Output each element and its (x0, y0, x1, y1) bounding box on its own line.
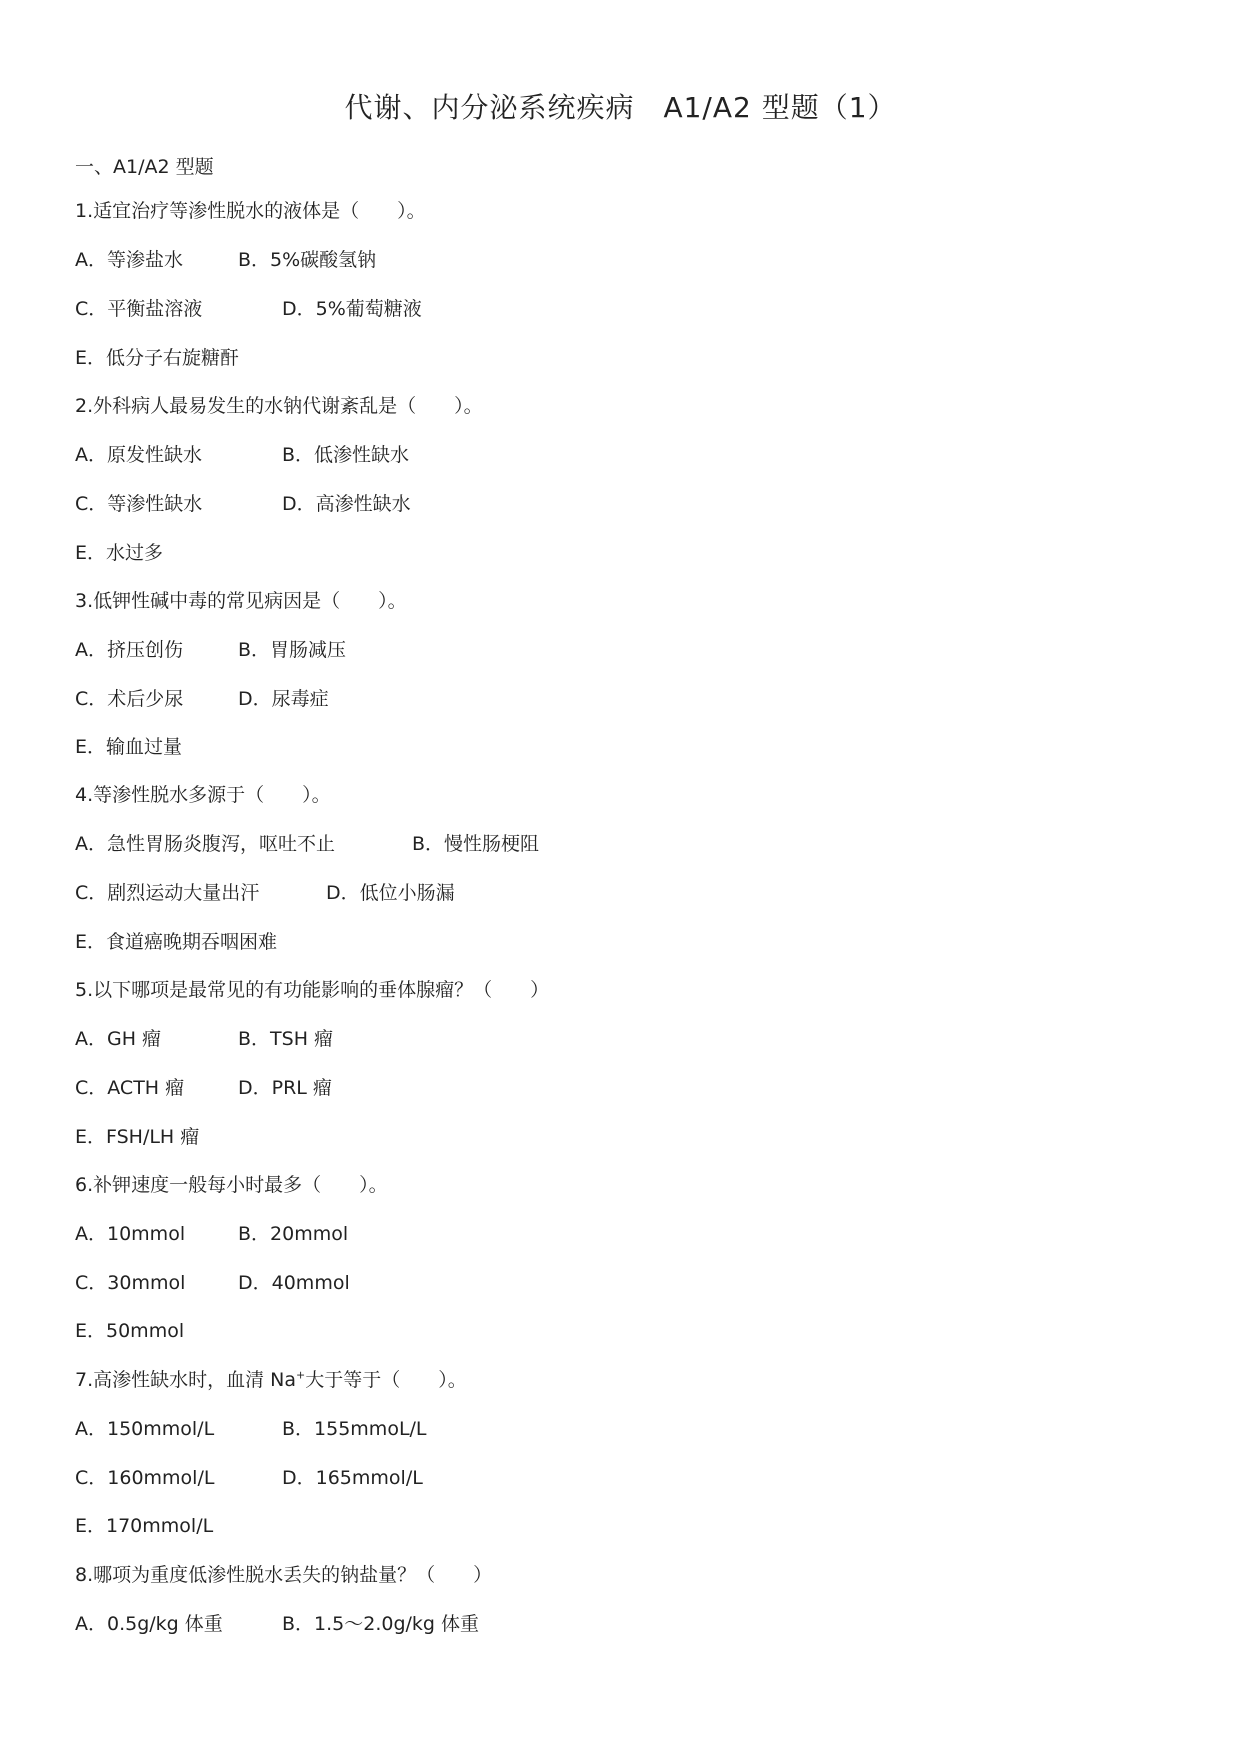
option-c: C．ACTH 瘤 (75, 1077, 185, 1099)
option-b: B．胃肠减压 (238, 639, 347, 661)
option-b: B．155mmoL/L (282, 1418, 427, 1440)
option-a: A．急性胃肠炎腹泻，呕吐不止 (75, 833, 335, 855)
option-e: E．FSH/LH 瘤 (75, 1126, 200, 1148)
option-b: B．低渗性缺水 (282, 444, 410, 466)
option-a: A．150mmol/L (75, 1418, 215, 1440)
option-a: A．GH 瘤 (75, 1028, 162, 1050)
superscript-plus: + (296, 1368, 306, 1382)
option-a: A．0.5g/kg 体重 (75, 1613, 223, 1635)
option-d: D．低位小肠漏 (326, 882, 455, 904)
option-c: C．剧烈运动大量出汗 (75, 882, 260, 904)
stem-before: 7.高渗性缺水时，血清 Na (75, 1369, 297, 1391)
option-d: D．PRL 瘤 (238, 1077, 332, 1099)
question-stem: 6.补钾速度一般每小时最多（ ）。 (75, 1174, 388, 1196)
question-stem: 3.低钾性碱中毒的常见病因是（ ）。 (75, 590, 407, 612)
option-a: A．原发性缺水 (75, 444, 202, 466)
option-d: D．高渗性缺水 (282, 493, 411, 515)
option-e: E．170mmol/L (75, 1515, 214, 1537)
option-a: A．10mmol (75, 1223, 186, 1245)
option-a: A．挤压创伤 (75, 639, 183, 661)
option-c: C．30mmol (75, 1272, 186, 1294)
question-stem: 5.以下哪项是最常见的有功能影响的垂体腺瘤？（ ） (75, 979, 550, 1001)
option-c: C．160mmol/L (75, 1467, 215, 1489)
option-d: D．165mmol/L (282, 1467, 423, 1489)
question-stem: 4.等渗性脱水多源于（ ）。 (75, 784, 331, 806)
option-d: D．5%葡萄糖液 (282, 298, 422, 320)
option-e: E．食道癌晚期吞咽困难 (75, 931, 278, 953)
option-e: E．低分子右旋糖酐 (75, 347, 240, 369)
option-b: B．5%碳酸氢钠 (238, 249, 377, 271)
option-c: C．平衡盐溶液 (75, 298, 203, 320)
option-b: B．1.5～2.0g/kg 体重 (282, 1613, 480, 1635)
option-c: C．术后少尿 (75, 688, 184, 710)
option-c: C．等渗性缺水 (75, 493, 203, 515)
option-e: E．50mmol (75, 1320, 185, 1342)
option-d: D．40mmol (238, 1272, 350, 1294)
page-title: 代谢、内分泌系统疾病 A1/A2 型题（1） (344, 91, 897, 124)
option-b: B．慢性肠梗阻 (412, 833, 540, 855)
option-b: B．TSH 瘤 (238, 1028, 334, 1050)
question-stem: 8.哪项为重度低渗性脱水丢失的钠盐量？（ ） (75, 1564, 493, 1586)
option-e: E．输血过量 (75, 736, 183, 758)
stem-after: 大于等于（ ）。 (305, 1369, 467, 1391)
question-stem: 2.外科病人最易发生的水钠代谢紊乱是（ ）。 (75, 395, 483, 417)
section-title: 一、A1/A2 型题 (75, 156, 214, 178)
option-d: D．尿毒症 (238, 688, 329, 710)
option-b: B．20mmol (238, 1223, 349, 1245)
option-e: E．水过多 (75, 542, 164, 564)
question-stem: 1.适宜治疗等渗性脱水的液体是（ ）。 (75, 200, 426, 222)
question-stem (75, 1367, 467, 1393)
option-a: A．等渗盐水 (75, 249, 183, 271)
